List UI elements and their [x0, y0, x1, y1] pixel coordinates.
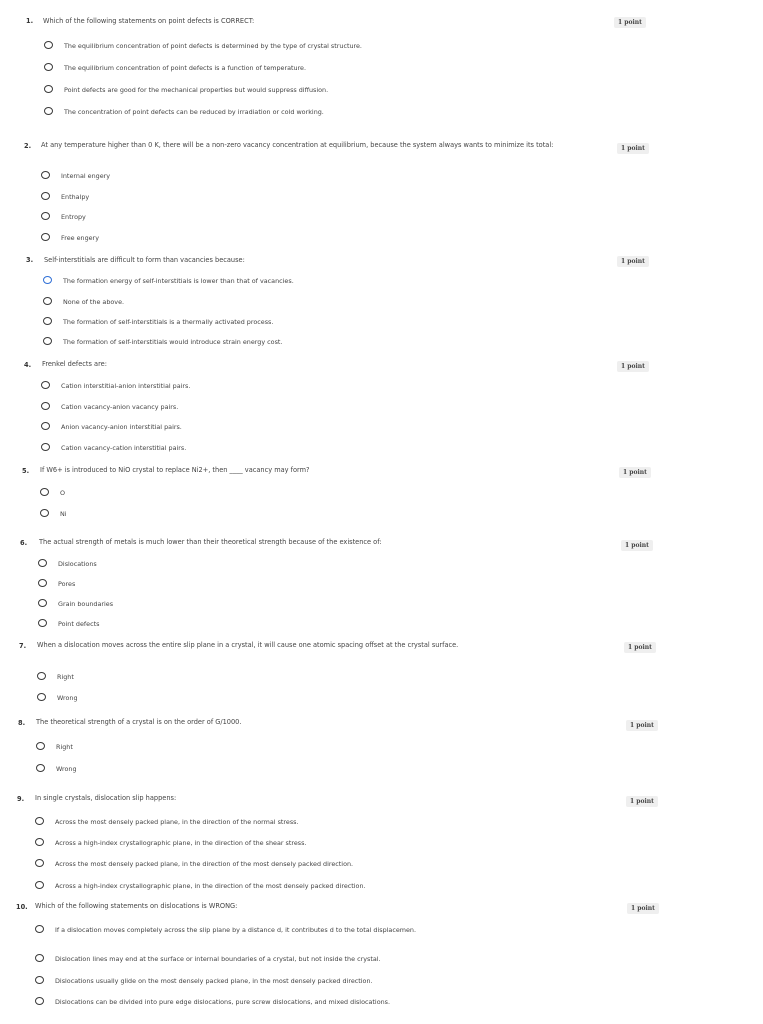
- radio-icon[interactable]: [35, 881, 44, 889]
- question-number: 7.: [19, 642, 27, 650]
- option-radio[interactable]: [40, 510, 520, 519]
- radio-icon[interactable]: [41, 422, 50, 430]
- points-badge: 1 point: [617, 361, 649, 372]
- option-label: The concentration of point defects can be reduced by irradiation or cold working.: [64, 108, 324, 116]
- option-radio[interactable]: [37, 694, 517, 703]
- radio-icon[interactable]: [41, 171, 50, 179]
- option-radio[interactable]: [36, 765, 516, 774]
- option-radio[interactable]: [35, 860, 515, 869]
- radio-icon[interactable]: [41, 233, 50, 241]
- option-radio[interactable]: [35, 882, 515, 891]
- option-label: The equilibrium concentration of point defects is a function of temperature.: [64, 64, 307, 72]
- option-label: Dislocations can be divided into pure edge dislocations, pure screw dislocations, and mixed dislocations.: [55, 998, 391, 1006]
- radio-icon[interactable]: [44, 63, 53, 71]
- option-label: Wrong: [56, 765, 77, 773]
- option-radio[interactable]: [43, 298, 523, 307]
- option-radio[interactable]: [37, 673, 517, 682]
- option-radio[interactable]: [35, 955, 515, 964]
- option-radio[interactable]: [35, 839, 515, 848]
- radio-icon[interactable]: [40, 488, 49, 496]
- question-text: At any temperature higher than 0 K, there will be a non-zero vacancy concentration at equilibrium, because the system always wants to minimize its total:: [41, 141, 554, 149]
- radio-icon[interactable]: [43, 317, 52, 325]
- radio-icon[interactable]: [35, 925, 44, 933]
- radio-icon[interactable]: [35, 954, 44, 962]
- radio-icon[interactable]: [36, 764, 45, 772]
- points-badge: 1 point: [626, 720, 658, 731]
- question-text: If W6+ is introduced to NiO crystal to replace Ni2+, then ____ vacancy may form?: [40, 466, 310, 474]
- points-badge: 1 point: [617, 143, 649, 154]
- option-label: Anion vacancy-anion interstitial pairs.: [61, 423, 182, 431]
- radio-icon[interactable]: [38, 579, 47, 587]
- option-label: Right: [57, 673, 74, 681]
- option-label: Across a high-index crystallographic plane, in the direction of the most densely packed direction.: [55, 882, 366, 890]
- radio-icon[interactable]: [44, 85, 53, 93]
- option-radio[interactable]: [43, 277, 523, 286]
- radio-icon[interactable]: [40, 509, 49, 517]
- radio-icon[interactable]: [38, 619, 47, 627]
- question-number: 3.: [26, 256, 34, 264]
- option-label: Cation interstitial-anion interstitial pairs.: [61, 382, 191, 390]
- option-label: Cation vacancy-anion vacancy pairs.: [61, 403, 179, 411]
- option-label: Ni: [60, 510, 67, 518]
- radio-icon[interactable]: [41, 381, 50, 389]
- radio-icon[interactable]: [43, 276, 52, 284]
- option-radio[interactable]: [35, 977, 515, 986]
- option-radio[interactable]: [38, 580, 518, 589]
- question-text: Which of the following statements on dislocations is WRONG:: [35, 902, 238, 910]
- option-label: The formation of self-interstitials is a thermally activated process.: [63, 318, 274, 326]
- radio-icon[interactable]: [38, 559, 47, 567]
- question-number: 6.: [20, 539, 28, 547]
- option-label: Enthalpy: [61, 193, 90, 201]
- question-text: In single crystals, dislocation slip happens:: [35, 794, 177, 802]
- option-label: The formation of self-interstitials would introduce strain energy cost.: [63, 338, 283, 346]
- option-radio[interactable]: [44, 64, 524, 73]
- radio-icon[interactable]: [41, 212, 50, 220]
- radio-icon[interactable]: [44, 41, 53, 49]
- option-radio[interactable]: [44, 86, 524, 95]
- points-badge: 1 point: [621, 540, 653, 551]
- option-radio[interactable]: [41, 423, 521, 432]
- option-radio[interactable]: [41, 213, 521, 222]
- points-badge: 1 point: [619, 467, 651, 478]
- question-text: The actual strength of metals is much lower than their theoretical strength because of the existence of:: [39, 538, 382, 546]
- option-label: Internal engery: [61, 172, 111, 180]
- option-label: Pores: [58, 580, 76, 588]
- points-badge: 1 point: [614, 17, 646, 28]
- option-label: Dislocations: [58, 560, 97, 568]
- radio-icon[interactable]: [43, 337, 52, 345]
- option-label: Point defects are good for the mechanical properties but would suppress diffusion.: [64, 86, 329, 94]
- points-badge: 1 point: [627, 903, 659, 914]
- question-text: The theoretical strength of a crystal is on the order of G/1000.: [36, 718, 242, 726]
- option-label: Point defects: [58, 620, 100, 628]
- option-radio[interactable]: [43, 338, 523, 347]
- option-radio[interactable]: [38, 600, 518, 609]
- radio-icon[interactable]: [41, 402, 50, 410]
- option-radio[interactable]: [40, 489, 520, 498]
- option-radio[interactable]: [41, 444, 521, 453]
- question-text: Frenkel defects are:: [42, 360, 107, 368]
- question-text: Which of the following statements on point defects is CORRECT:: [43, 17, 255, 25]
- option-label: Dislocation lines may end at the surface or internal boundaries of a crystal, but not inside the crystal.: [55, 955, 381, 963]
- option-label: Wrong: [57, 694, 78, 702]
- option-radio[interactable]: [36, 743, 516, 752]
- radio-icon[interactable]: [41, 443, 50, 451]
- option-label: If a dislocation moves completely across the slip plane by a distance d, it contributes d to the total displacemen.: [55, 926, 417, 934]
- question-number: 5.: [22, 467, 30, 475]
- question-number: 8.: [18, 719, 26, 727]
- radio-icon[interactable]: [35, 976, 44, 984]
- radio-icon[interactable]: [36, 742, 45, 750]
- option-radio[interactable]: [41, 234, 521, 243]
- option-label: Dislocations usually glide on the most densely packed plane, in the most densely packed direction.: [55, 977, 373, 985]
- option-radio[interactable]: [38, 560, 518, 569]
- points-badge: 1 point: [617, 256, 649, 267]
- question-text: When a dislocation moves across the entire slip plane in a crystal, it will cause one atomic spacing offset at the crystal surface.: [37, 641, 459, 649]
- radio-icon[interactable]: [38, 599, 47, 607]
- option-label: O: [60, 489, 66, 497]
- option-label: Free engery: [61, 234, 99, 242]
- radio-icon[interactable]: [44, 107, 53, 115]
- points-badge: 1 point: [626, 796, 658, 807]
- option-label: Cation vacancy-cation interstitial pairs.: [61, 444, 187, 452]
- radio-icon[interactable]: [37, 672, 46, 680]
- radio-icon[interactable]: [37, 693, 46, 701]
- option-label: The formation energy of self-interstitials is lower than that of vacancies.: [63, 277, 294, 285]
- option-radio[interactable]: [41, 193, 521, 202]
- option-label: Grain boundaries: [58, 600, 114, 608]
- option-radio[interactable]: [35, 818, 515, 827]
- radio-icon[interactable]: [35, 838, 44, 846]
- radio-icon[interactable]: [35, 817, 44, 825]
- question-number: 9.: [17, 795, 25, 803]
- option-label: Right: [56, 743, 73, 751]
- option-radio[interactable]: [44, 42, 524, 51]
- option-label: Entropy: [61, 213, 86, 221]
- option-radio[interactable]: [38, 620, 518, 629]
- radio-icon[interactable]: [43, 297, 52, 305]
- question-number: 1.: [26, 17, 34, 25]
- option-radio[interactable]: [41, 172, 521, 181]
- question-number: 4.: [24, 361, 32, 369]
- option-label: Across a high-index crystallographic plane, in the direction of the shear stress.: [55, 839, 307, 847]
- option-label: Across the most densely packed plane, in the direction of the normal stress.: [55, 818, 299, 826]
- question-number: 10.: [16, 903, 28, 911]
- question-text: Self-interstitials are difficult to form than vacancies because:: [44, 256, 245, 264]
- option-radio[interactable]: [35, 926, 510, 935]
- points-badge: 1 point: [624, 642, 656, 653]
- option-radio[interactable]: [43, 318, 523, 327]
- radio-icon[interactable]: [35, 859, 44, 867]
- option-label: Across the most densely packed plane, in the direction of the most densely packed direction.: [55, 860, 354, 868]
- option-label: The equilibrium concentration of point defects is determined by the type of crystal structure.: [64, 42, 362, 50]
- option-radio[interactable]: [35, 998, 515, 1007]
- option-radio[interactable]: [44, 108, 524, 117]
- radio-icon[interactable]: [35, 997, 44, 1005]
- option-label: None of the above.: [63, 298, 125, 306]
- radio-icon[interactable]: [41, 192, 50, 200]
- option-radio[interactable]: [41, 403, 521, 412]
- question-number: 2.: [24, 142, 32, 150]
- option-radio[interactable]: [41, 382, 521, 391]
